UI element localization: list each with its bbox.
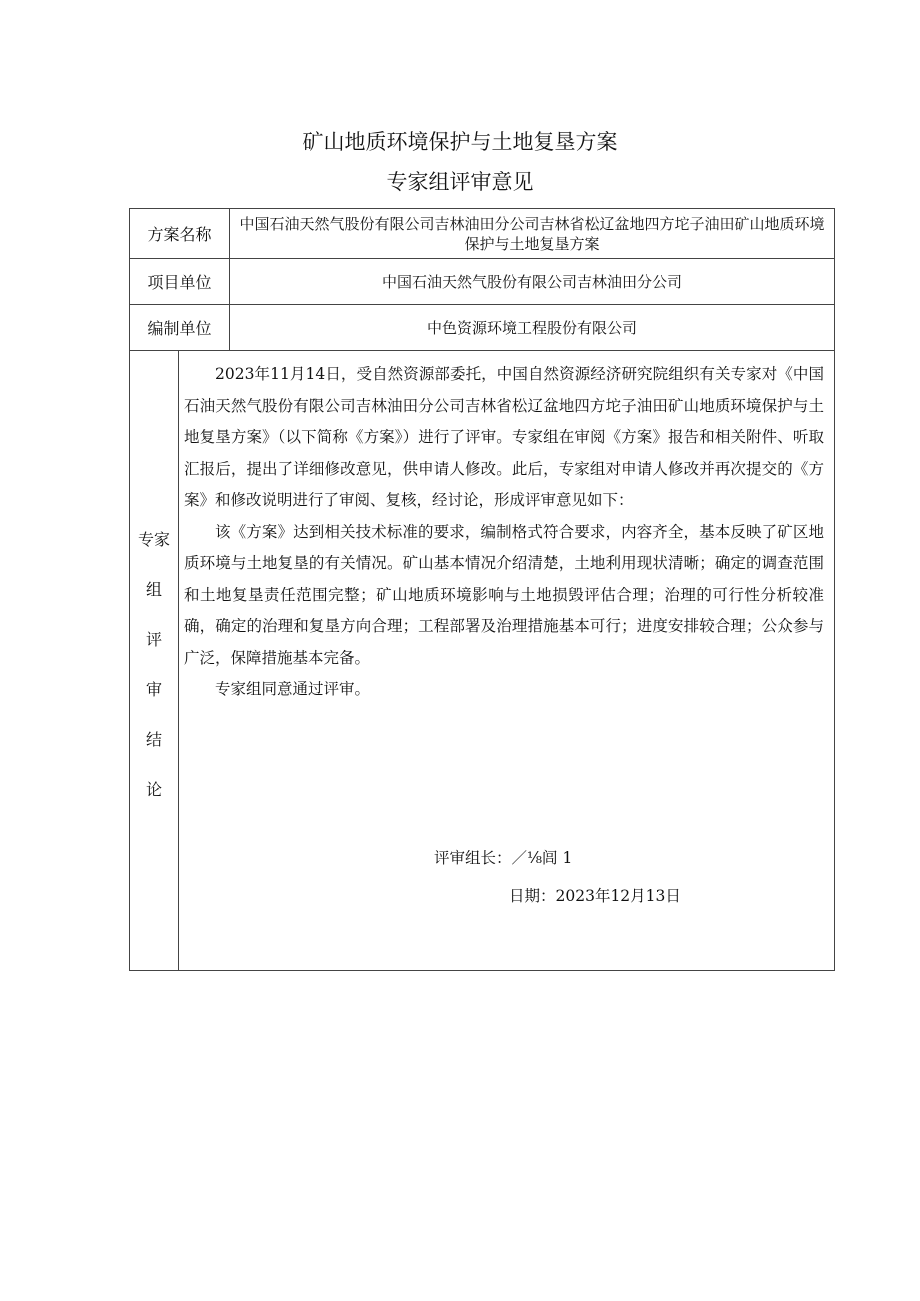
editing-unit-label: 编制单位 [130, 305, 230, 350]
row-scheme-name [130, 209, 834, 259]
conclusion-paragraph: 该《方案》达到相关技术标准的要求，编制格式符合要求，内容齐全，基本反映了矿区地质环境与土地复垦的有关情况。矿山基本情况介绍清楚，土地利用现状清晰；确定的调查范围和土地复垦责任范围完整；矿山地质环境影响与土地损毁评估合理；治理的可行性分析较准确，确定的治理和复垦方向合理；工程部署及治理措施基本可行；进度安排较合理；公众参与广泛，保障措施基本完备。 [184, 522, 824, 667]
review-leader-signature: 评审组长：／⅛闾 1 [434, 849, 573, 867]
document-subtitle: 专家组评审意见 [386, 170, 534, 194]
conclusion-paragraph: 2023年11月14日，受自然资源部委托，中国自然资源经济研究院组织有关专家对《中国石油天然气股份有限公司吉林油田分公司吉林省松辽盆地四方坨子油田矿山地质环境保护与土地复垦方案》（以下简称《方案》）进行了评审。专家组在审阅《方案》报告和相关附件、听取汇报后，提出了详细修改意见，供申请人修改。此后，专家组对申请人修改并再次提交的《方案》和修改说明进行了审阅、复核，经讨论，形成评审意见如下： [184, 365, 824, 509]
review-date: 日期：2023年12月13日 [509, 887, 681, 905]
conclusion-label [130, 351, 179, 970]
document-title: 矿山地质环境保护与土地复垦方案 [302, 130, 618, 154]
project-unit-label: 项目单位 [130, 259, 230, 304]
review-table [129, 208, 835, 971]
conclusion-label-char: 审 [145, 680, 162, 699]
row-editing-unit [130, 305, 834, 351]
scheme-name-value: 中国石油天然气股份有限公司吉林油田分公司吉林省松辽盆地四方坨子油田矿山地质环境保护与土地复垦方案 [239, 214, 825, 253]
conclusion-label-char: 组 [145, 580, 162, 599]
conclusion-label-char: 结 [145, 730, 162, 749]
conclusion-paragraph: 专家组同意通过评审。 [215, 680, 371, 698]
row-project-unit [130, 259, 834, 305]
conclusion-label-char: 评 [145, 630, 162, 649]
conclusion-label-char: 论 [145, 780, 162, 799]
scheme-name-label: 方案名称 [130, 209, 230, 258]
editing-unit-value: 中色资源环境工程股份有限公司 [426, 318, 637, 337]
project-unit-value: 中国石油天然气股份有限公司吉林油田分公司 [381, 272, 682, 291]
conclusion-body [179, 351, 834, 970]
conclusion-label-char: 专家 [137, 530, 170, 549]
